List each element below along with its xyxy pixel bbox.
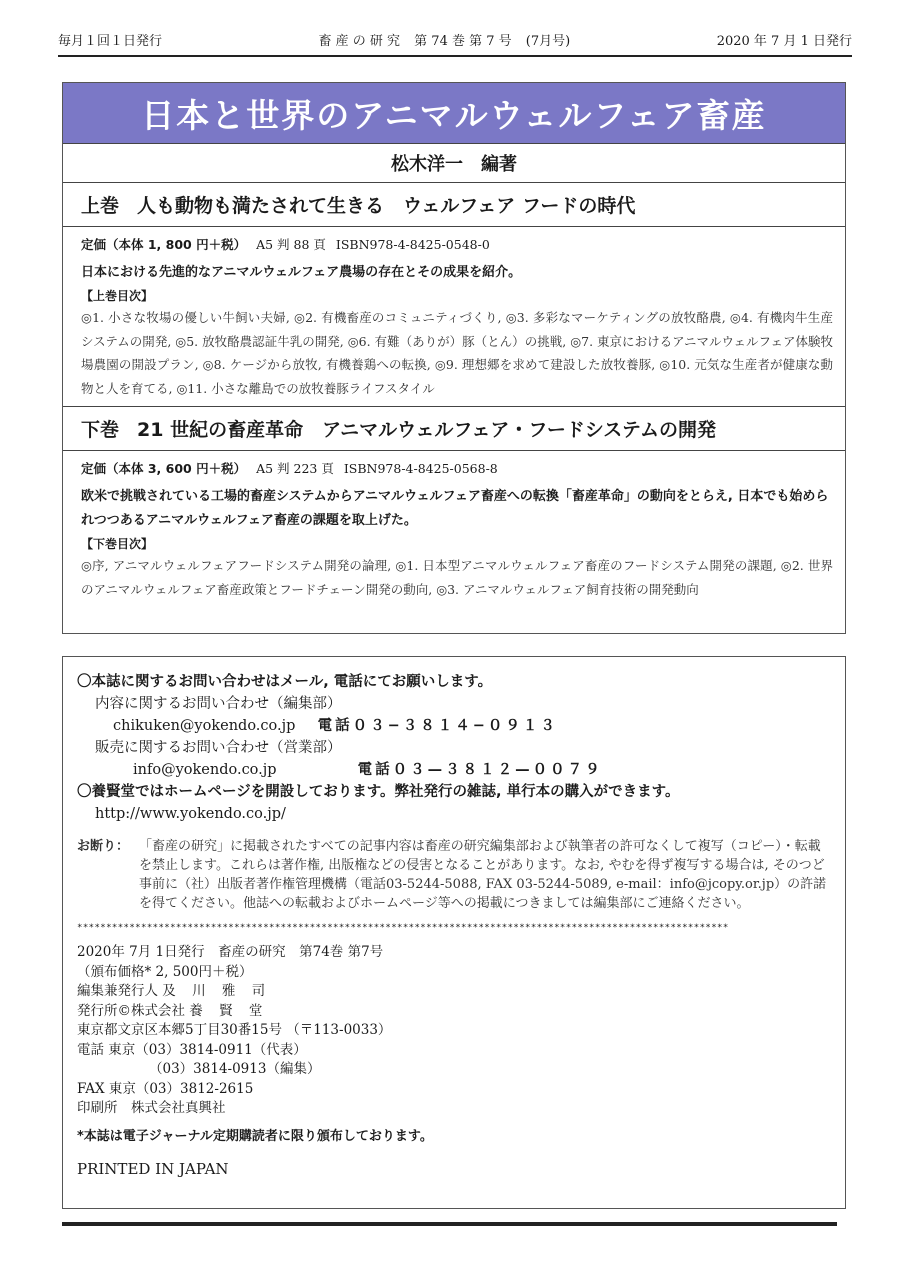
colophon-price: （頒布価格* 2, 500円＋税）: [77, 963, 253, 980]
contact-and-colophon: [62, 656, 846, 1209]
notice-label: お断り：: [77, 839, 130, 854]
header-frequency: 毎月１回１日発行: [58, 34, 163, 49]
contact-intro: 〇本誌に関するお問い合わせはメール, 電話にてお願いします。: [77, 674, 493, 690]
volume2-title: 21 世紀の畜産革命 アニマルウェルフェア・フードシステムの開発: [137, 419, 716, 441]
header-month: (7月号): [525, 34, 571, 49]
printed-in-japan: PRINTED IN JAPAN: [77, 1160, 229, 1178]
book-title-banner: 日本と世界のアニマルウェルフェア畜産: [63, 83, 845, 144]
sales-contact: [77, 759, 831, 781]
volume2-label: 下巻: [81, 419, 120, 441]
volume2-lead: 欧米で挑戦されている工場的畜産システムからアニマルウェルフェア畜産への転換「畜産革命」の動向をとらえ, 日本でも始められつつあるアニマルウェルフェア畜産の課題を取上げた。: [81, 489, 829, 528]
editorial-phone: 電話０３−３８１４−０９１３: [317, 718, 558, 734]
editorial-email-link[interactable]: chikuken@yokendo.co.jp: [113, 718, 296, 734]
colophon-publisher: [77, 982, 831, 1002]
homepage-note: 〇養賢堂ではホームページを開設しております。弊社発行の雑誌, 単行本の購入ができます。: [77, 784, 680, 800]
header-rule: [58, 55, 852, 57]
homepage-url-line: [77, 803, 831, 825]
colophon-company: [77, 1002, 831, 1022]
colophon-fax: FAX 東京（03）3812-2615: [77, 1080, 254, 1097]
colophon-tel2: （03）3814-0913（編集）: [149, 1061, 321, 1077]
volume2-price-line: [81, 459, 833, 477]
publisher-label: 編集兼発行人: [77, 983, 158, 999]
volume2-heading: [63, 406, 845, 451]
volume2-format: A5 判 223 頁: [256, 461, 334, 476]
sales-email-link[interactable]: info@yokendo.co.jp: [133, 762, 277, 778]
header-volume: 第 74 巻 第 7 号: [414, 34, 512, 49]
sales-label: 販売に関するお問い合わせ（営業部）: [95, 740, 342, 756]
colophon-printer: 印刷所 株式会社真興社: [77, 1100, 226, 1116]
volume1-heading: [63, 183, 845, 227]
volume2-isbn: ISBN978-4-8425-0568-8: [343, 461, 498, 476]
copyright-notice: [77, 837, 831, 913]
bottom-rule: [62, 1222, 837, 1226]
volume1-details: [63, 227, 845, 406]
book-advertisement: [62, 82, 846, 634]
header-date: 2020 年 7 月 1 日発行: [716, 34, 852, 49]
volume2-details: [63, 451, 845, 607]
company-name: 養 賢 堂: [189, 1002, 269, 1019]
volume2-price: 定価（本体 3, 600 円＋税）: [81, 461, 247, 476]
colophon: [77, 943, 831, 1180]
volume1-price-line: [81, 235, 833, 253]
header-journal-name: 畜 産 の 研 究: [318, 34, 401, 49]
volume2-toc-label: 【下巻目次】: [81, 537, 154, 551]
book-editor: 松木洋一 編著: [63, 144, 845, 183]
colophon-issue: 2020年 7月 1日発行 畜産の研究 第74巻 第7号: [77, 944, 384, 960]
header-journal-info: [309, 30, 571, 49]
distribution-note: *本誌は電子ジャーナル定期購読者に限り頒布しております。: [77, 1128, 433, 1144]
editorial-label: 内容に関するお問い合わせ（編集部）: [95, 696, 342, 712]
sales-phone: 電話０３—３８１２—００７９: [357, 762, 603, 778]
page-header: [58, 30, 852, 49]
publisher-name: 及 川 雅 司: [162, 983, 272, 999]
volume1-title: 人も動物も満たされて生きる ウェルフェア フードの時代: [137, 195, 636, 217]
notice-text: 「畜産の研究」に掲載されたすべての記事内容は畜産の研究編集部および執筆者の許可なくして複写（コピー）・転載を禁止します。これらは著作権, 出版権などの侵害となることがあります。なお, やむを得ず複写する場合は, そのつど事前に（社）出版者著作権管理機構（電話03-5244-5088, FAX 03-5244-5089, e-mail：info@jcopy.or.jp）の許諾を得てください。他誌への転載およびホームページ等への掲載につきましては編集部にご連絡ください。: [139, 839, 827, 911]
volume1-price: 定価（本体 1, 800 円＋税）: [81, 237, 247, 252]
volume1-toc-label: 【上巻目次】: [81, 289, 154, 303]
colophon-tel1: 電話 東京（03）3814-0911（代表）: [77, 1041, 307, 1058]
company-label: 発行所©株式会社: [77, 1002, 185, 1019]
volume2-toc: ◎序, アニマルウェルフェアフードシステム開発の論理, ◎1. 日本型アニマルウェルフェア畜産のフードシステム開発の課題, ◎2. 世界のアニマルウェルフェア畜産政策とフードチェーン開発の動向, ◎3. アニマルウェルフェア飼育技術の開発動向: [81, 558, 833, 597]
homepage-url-link[interactable]: http://www.yokendo.co.jp/: [95, 806, 286, 822]
editorial-contact: [77, 715, 831, 737]
volume1-isbn: ISBN978-4-8425-0548-0: [335, 237, 490, 252]
volume1-lead: 日本における先進的なアニマルウェルフェア農場の存在とその成果を紹介。: [81, 265, 522, 280]
star-divider: ****************************************************************************************************************: [77, 923, 729, 933]
volume1-format: A5 判 88 頁: [256, 237, 326, 252]
volume1-label: 上巻: [81, 195, 120, 217]
colophon-address: 東京都文京区本郷5丁目30番15号 （〒113-0033）: [77, 1022, 392, 1038]
volume1-toc: ◎1. 小さな牧場の優しい牛飼い夫婦, ◎2. 有機畜産のコミュニティづくり, ◎3. 多彩なマーケティングの放牧酪農, ◎4. 有機肉牛生産システムの開発, ◎5. 放牧酪農認証牛乳の開発, ◎6. 有難（ありが）豚（とん）の挑戦, ◎7. 東京におけるアニマルウェルフェア体験牧場農園の開設プラン, ◎8. ケージから放牧, 有機養鶏への転換, ◎9. 理想郷を求めて建設した放牧養豚, ◎10. 元気な生産者が健康な動物と人を育てる, ◎11. 小さな離島での放牧養豚ライフスタイル: [81, 310, 833, 396]
